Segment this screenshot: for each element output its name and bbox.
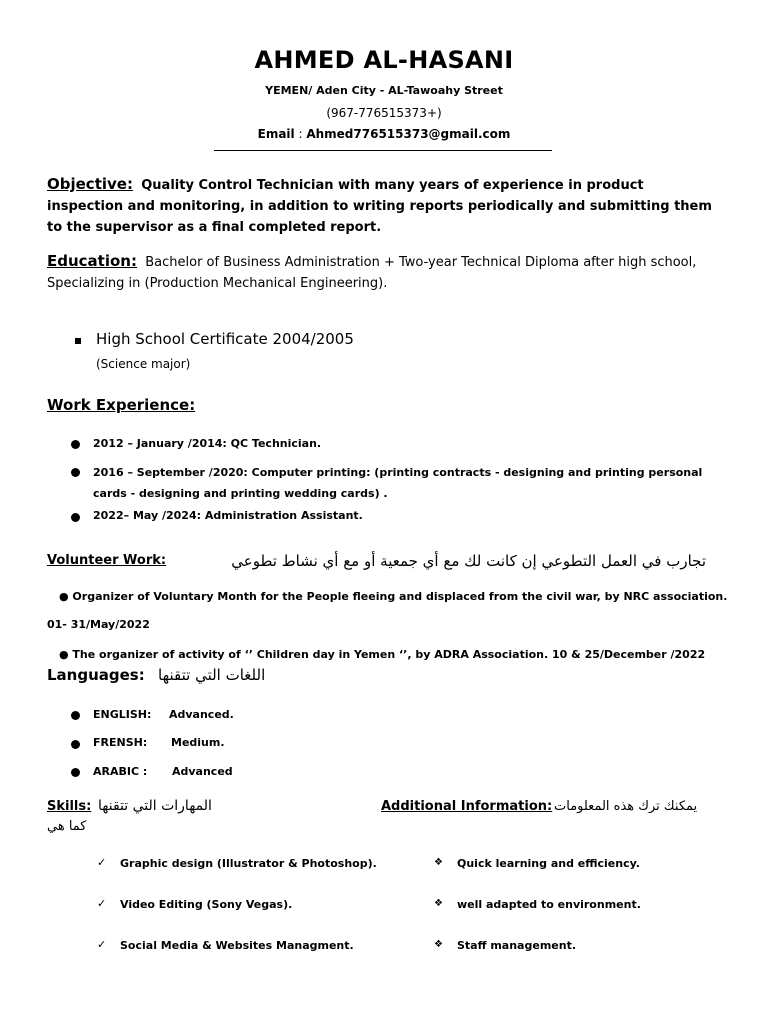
language-name: FRENSH: [93,736,148,749]
languages-arabic: اللغات التي تتقنها [158,666,266,684]
language-name: ENGLISH: [93,708,152,721]
education-item: High School Certificate 2004/2005 [96,330,354,348]
additional-item: well adapted to environment. [457,898,641,911]
objective-title: Objective: [47,175,133,193]
education-text: Bachelor of Business Administration + Two-year Technical Diploma after high school, Specializing in (Production Mechanical Engineering). [47,255,697,291]
language-level: Advanced. [169,708,234,721]
education-item-sub: (Science major) [96,357,191,371]
volunteer-item: ● Organizer of Voluntary Month for the People fleeing and displaced from the civil war, by NRC association. [59,590,728,603]
bullet-dot [71,468,80,477]
additional-arabic: يمكنك ترك هذه المعلومات [554,799,698,814]
work-item: 2012 – January /2014: QC Technician. [93,437,322,450]
work-title: Work Experience: [47,396,196,414]
volunteer-title: Volunteer Work: [47,553,167,568]
additional-title: Additional Information: [381,799,553,814]
objective-section [47,174,715,238]
volunteer-date: 01- 31/May/2022 [47,618,150,631]
address: YEMEN/ Aden City - AL-Tawoahy Street [265,84,503,97]
bullet-dot [71,740,80,749]
skills-arabic-note: كما هي [47,819,87,834]
skill-item: Video Editing (Sony Vegas). [120,898,293,911]
additional-item: Staff management. [457,939,577,952]
bullet-dot [71,768,80,777]
header-divider [214,150,552,151]
language-name: ARABIC : [93,765,148,778]
education-title: Education: [47,252,137,270]
volunteer-item: ● The organizer of activity of ‘’ Children day in Yemen ‘’, by ADRA Association. 10 & 25/December /2022 [59,648,706,661]
diamond-bullet-icon: ❖ [434,857,443,868]
skill-item: Social Media & Websites Managment. [120,939,354,952]
email-value[interactable]: Ahmed776515373@gmail.com [306,127,511,141]
email-line [0,127,768,141]
skill-item: Graphic design (Illustrator & Photoshop). [120,857,377,870]
bullet-dot [71,711,80,720]
phone: (967-776515373+) [326,106,442,120]
checkmark-icon: ✓ [97,938,107,951]
skills-arabic: المهارات التي تتقنها [98,798,212,814]
work-item: 2016 – September /2020: Computer printing: (printing contracts - designing and printing personal cards - designing and printing wedding cards) . [93,466,703,500]
email-label: Email [257,127,295,141]
additional-item: Quick learning and efficiency. [457,857,640,870]
email-sep: : [294,127,307,141]
diamond-bullet-icon: ❖ [434,939,443,950]
skills-title: Skills: [47,799,92,814]
education-section [47,251,715,294]
objective-text: Quality Control Technician with many years of experience in product inspection and monitoring, in addition to writing reports periodically and submitting them to the supervisor as a final completed report. [47,178,712,235]
resume-name: AHMED AL-HASANI [254,46,514,74]
diamond-bullet-icon: ❖ [434,898,443,909]
language-level: Medium. [171,736,225,749]
checkmark-icon: ✓ [97,897,107,910]
bullet-dot [71,440,80,449]
square-bullet [75,338,81,344]
volunteer-arabic: تجارب في العمل التطوعي إن كانت لك مع أي جمعية أو مع أي نشاط تطوعي [231,552,706,570]
bullet-dot [71,513,80,522]
language-level: Advanced [172,765,233,778]
checkmark-icon: ✓ [97,856,107,869]
languages-title: Languages: [47,666,145,684]
work-item: 2022– May /2024: Administration Assistant. [93,509,363,522]
